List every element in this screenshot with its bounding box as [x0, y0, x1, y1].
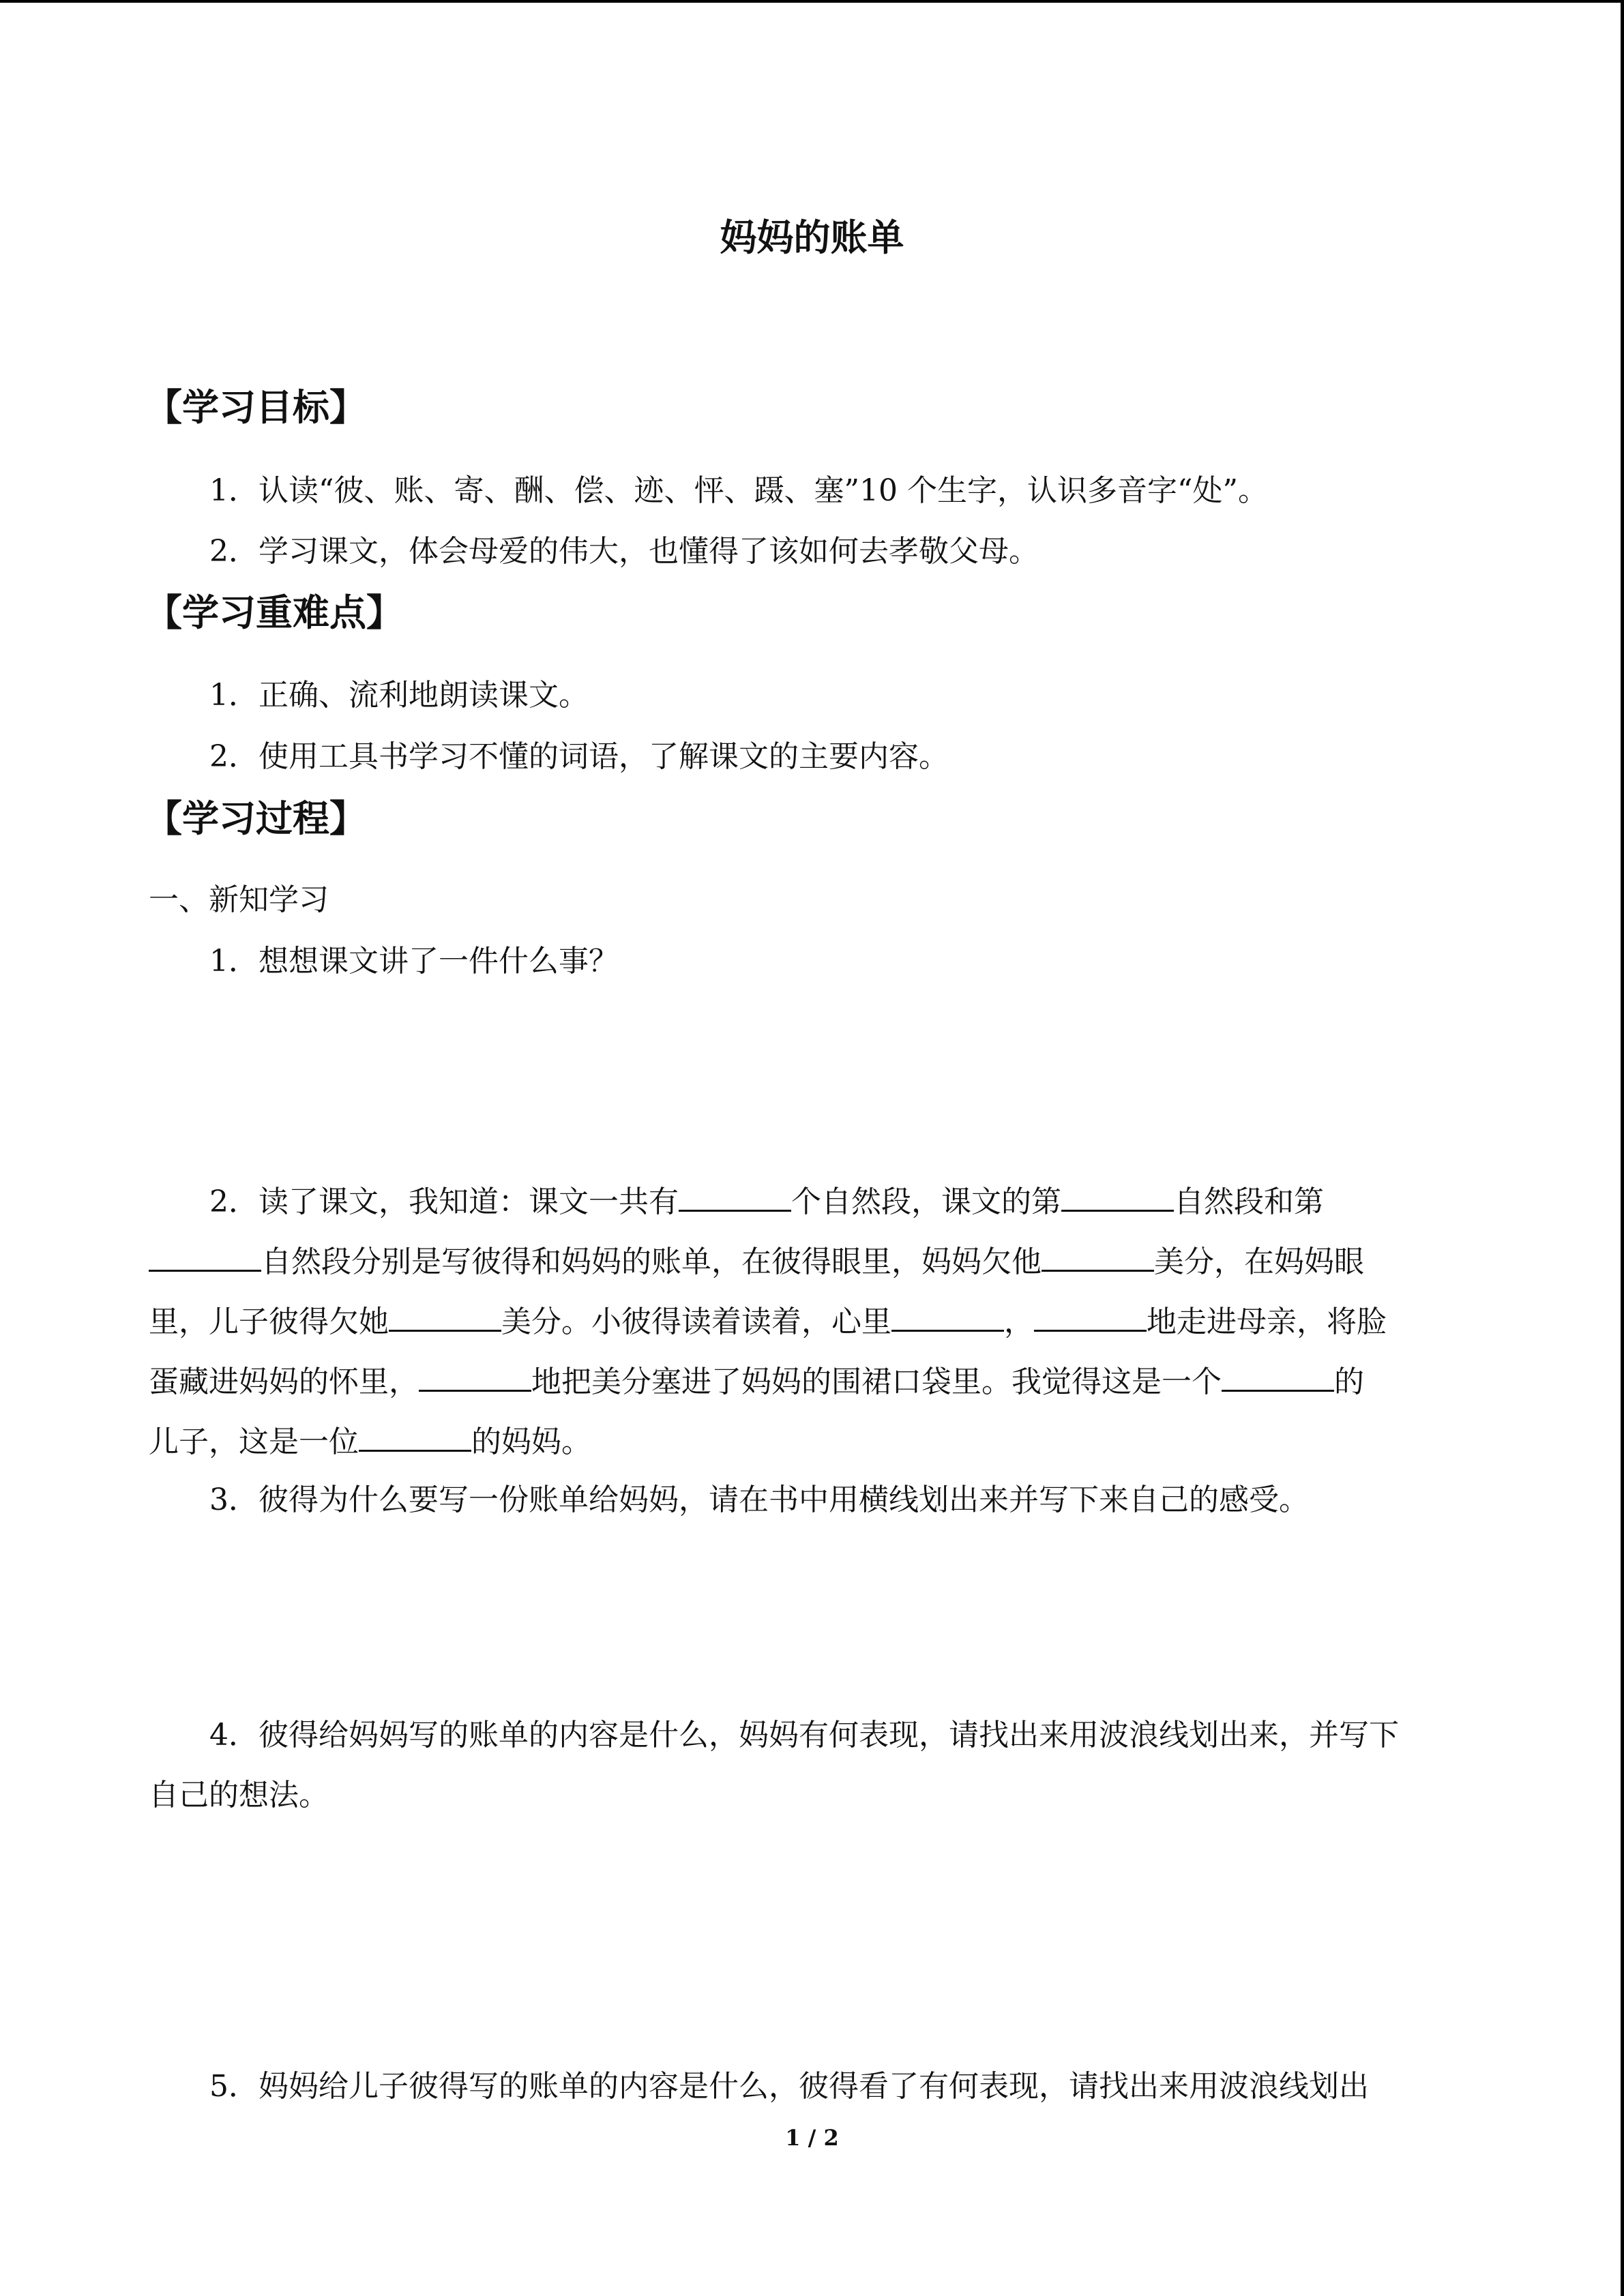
q2-text: 的	[1334, 1365, 1364, 1399]
page-title: 妈妈的账单	[720, 215, 904, 259]
q2-text: 自然段分别是写彼得和妈妈的账单，在彼得眼里，妈妈欠他	[261, 1244, 1042, 1279]
q2-text: 蛋藏进妈妈的怀里，	[149, 1365, 419, 1399]
top-border	[0, 0, 1624, 3]
question-5: 5．妈妈给儿子彼得写的账单的内容是什么，彼得看了有何表现，请找出来用波浪线划出	[209, 2069, 1369, 2104]
part-heading: 一、新知学习	[149, 882, 329, 917]
q2-text: 地把美分塞进了妈妈的围裙口袋里。我觉得这是一个	[531, 1365, 1222, 1399]
fill-blank[interactable]	[1061, 1180, 1174, 1212]
question-2-line-4	[149, 1360, 1364, 1403]
section-heading-key-points: 【学习重难点】	[145, 591, 403, 634]
q2-text: 儿子，这是一位	[149, 1425, 359, 1459]
question-2-line-5	[149, 1420, 591, 1463]
key-point-item-1: 1．正确、流利地朗读课文。	[209, 678, 589, 713]
fill-blank[interactable]	[389, 1300, 501, 1332]
goal-item-2: 2．学习课文，体会母爱的伟大，也懂得了该如何去孝敬父母。	[209, 534, 1039, 569]
question-2-line-2	[149, 1240, 1364, 1283]
fill-blank[interactable]	[891, 1300, 1004, 1332]
question-4-line-1: 4．彼得给妈妈写的账单的内容是什么，妈妈有何表现，请找出来用波浪线划出来，并写下	[209, 1718, 1399, 1753]
q2-text: 美分，在妈妈眼	[1154, 1244, 1364, 1279]
q2-text: 2．读了课文，我知道：课文一共有	[209, 1184, 679, 1219]
page-number: 1 / 2	[785, 2125, 839, 2151]
fill-blank[interactable]	[359, 1420, 471, 1452]
q2-text: 地走进母亲，将脸	[1147, 1304, 1387, 1339]
q2-text: ，	[1004, 1304, 1034, 1339]
goal-item-1: 1．认读“彼、账、寄、酬、偿、迹、怦、蹑、塞”10 个生字，认识多音字“处”。	[209, 473, 1268, 508]
fill-blank[interactable]	[1042, 1240, 1154, 1272]
q2-text: 自然段和第	[1174, 1184, 1324, 1219]
q2-text: 个自然段，课文的第	[791, 1184, 1061, 1219]
q2-text: 里，儿子彼得欠她	[149, 1304, 389, 1339]
right-border	[1621, 0, 1624, 2296]
fill-blank[interactable]	[1222, 1360, 1334, 1392]
fill-blank[interactable]	[149, 1240, 261, 1272]
q2-text: 美分。小彼得读着读着，心里	[501, 1304, 891, 1339]
question-2-line-3	[149, 1300, 1387, 1343]
section-heading-goals: 【学习目标】	[145, 385, 366, 429]
fill-blank[interactable]	[679, 1180, 791, 1212]
fill-blank[interactable]	[1034, 1300, 1147, 1332]
question-4-line-2: 自己的想法。	[149, 1778, 329, 1813]
key-point-item-2: 2．使用工具书学习不懂的词语，了解课文的主要内容。	[209, 739, 949, 774]
question-1: 1．想想课文讲了一件什么事？	[209, 944, 619, 979]
q2-text: 的妈妈。	[471, 1425, 591, 1459]
fill-blank[interactable]	[419, 1360, 531, 1392]
question-3: 3．彼得为什么要写一份账单给妈妈，请在书中用横线划出来并写下来自己的感受。	[209, 1482, 1309, 1517]
question-2-line-1	[209, 1180, 1324, 1223]
section-heading-process: 【学习过程】	[145, 796, 366, 840]
